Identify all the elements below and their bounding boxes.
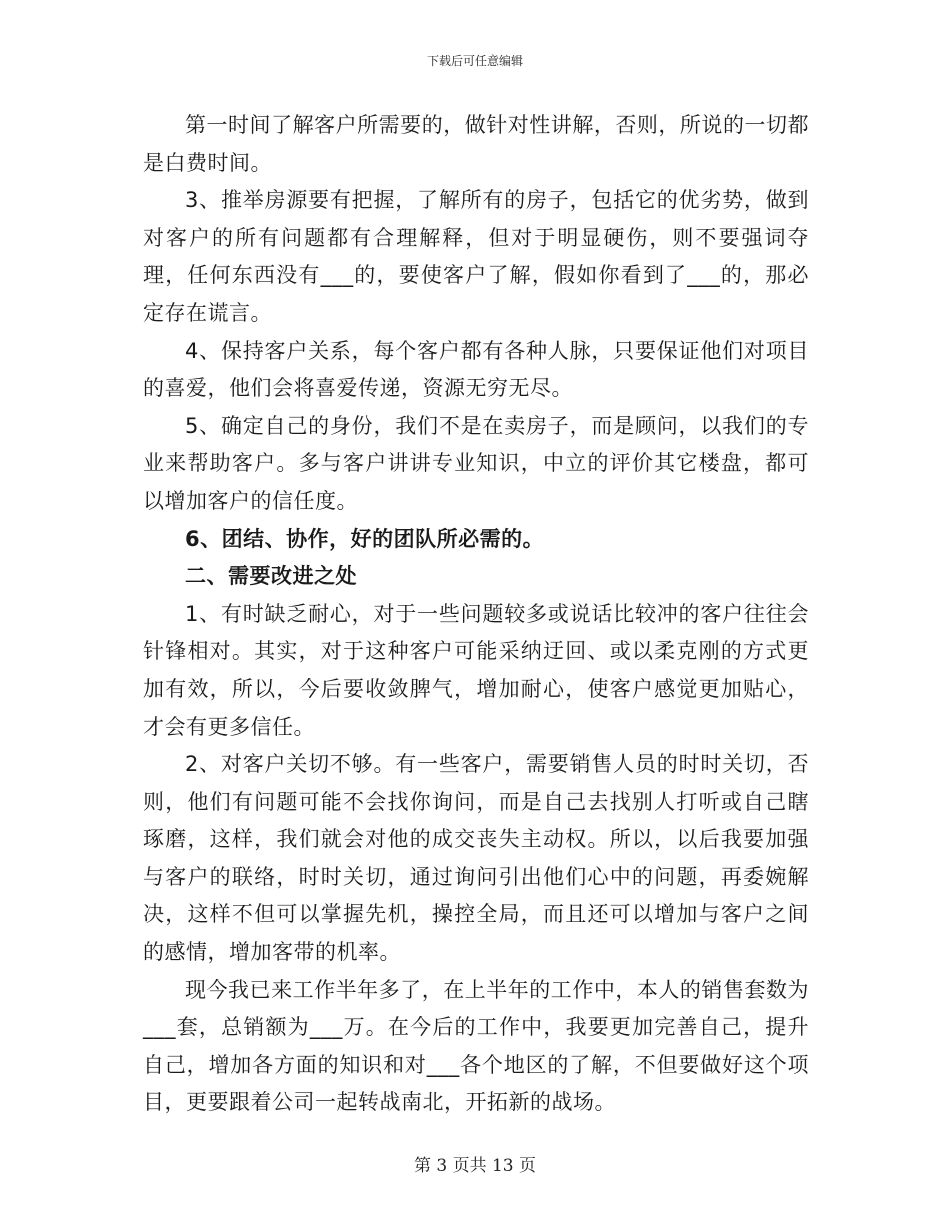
paragraph-point-4: 4、保持客户关系，每个客户都有各种人脉，只要保证他们对项目的喜爱，他们会将喜爱传递，资源无穷无尽。 <box>143 338 809 401</box>
page-footer: 第 3 页共 13 页 <box>413 1156 537 1176</box>
paragraph-point-3: 3、推举房源要有把握，了解所有的房子，包括它的优劣势，做到对客户的所有问题都有合理解释，但对于明显硬伤，则不要强词夺理，任何东西没有___的，要使客户了解，假如你看到了___的，那必定存在谎言。 <box>143 188 809 325</box>
paragraph-summary: 现今我已来工作半年多了，在上半年的工作中，本人的销售套数为___套，总销额为___万。在今后的工作中，我要更加完善自己，提升自己，增加各方面的知识和对___各个地区的了解，不但要做好这个项目，更要跟着公司一起转战南北，开拓新的战场。 <box>143 977 809 1115</box>
paragraph-improvement-2: 2、对客户关切不够。有一些客户，需要销售人员的时时关切，否则，他们有问题可能不会找你询问，而是自己去找别人打听或自己瞎琢磨，这样，我们就会对他的成交丧失主动权。所以，以后我要加强与客户的联络，时时关切，通过询问引出他们心中的问题，再委婉解决，这样不但可以掌握先机，操控全局，而且还可以增加与客户之间的感情，增加客带的机率。 <box>143 752 809 965</box>
paragraph-point-5: 5、确定自己的身份，我们不是在卖房子，而是顾问，以我们的专业来帮助客户。多与客户讲讲专业知识，中立的评价其它楼盘，都可以增加客户的信任度。 <box>143 413 809 513</box>
paragraph-intro-continuation: 第一时间了解客户所需要的，做针对性讲解，否则，所说的一切都是白费时间。 <box>143 113 809 175</box>
section-heading-improvements: 二、需要改进之处 <box>185 564 357 589</box>
page-header: 下载后可任意编辑 <box>426 54 523 68</box>
paragraph-point-6: 6、团结、协作，好的团队所必需的。 <box>185 526 545 551</box>
paragraph-improvement-1: 1、有时缺乏耐心，对于一些问题较多或说话比较冲的客户往往会针锋相对。其实，对于这种客户可能采纳迂回、或以柔克刚的方式更加有效，所以，今后要收敛脾气，增加耐心，使客户感觉更加贴心，才会有更多信任。 <box>143 601 809 739</box>
document-body <box>143 107 809 1122</box>
